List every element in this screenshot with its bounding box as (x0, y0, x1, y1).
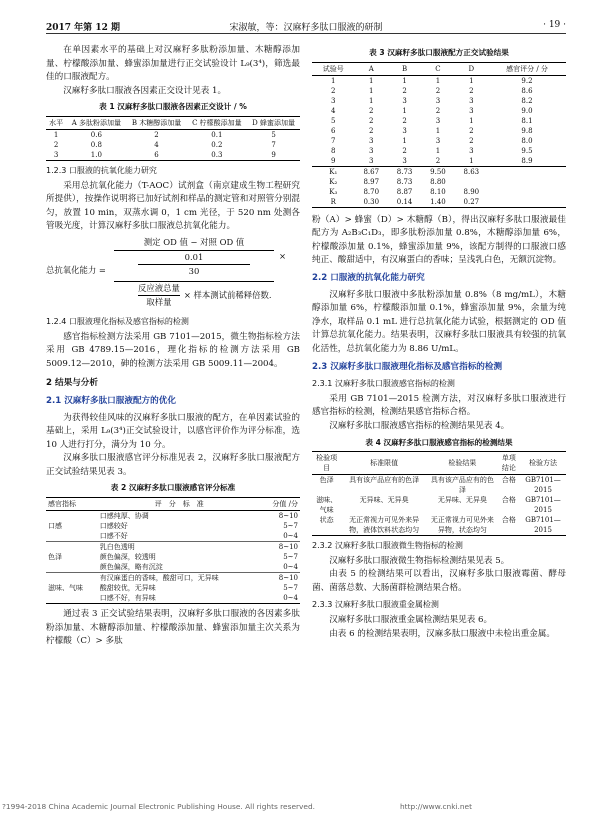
paragraph: 汉麻籽多肽口服液各因素正交设计见表 1。 (63, 85, 227, 96)
table-cell: 8.10 (430, 187, 446, 196)
formula-tail: × 样本测试前稀释倍数. (183, 290, 272, 301)
table-cell: 2 (369, 106, 374, 115)
table-header: D 蜂蜜添加量 (247, 116, 300, 129)
table-cell: 1 (469, 156, 474, 165)
table-cell: 1 (369, 76, 374, 85)
table-cell: GB7101—2015 (525, 476, 561, 495)
table-cell: 8~10 (278, 512, 298, 521)
table-row (46, 573, 300, 584)
table-cell: 1 (435, 126, 441, 135)
table-cell: 无异味、无异臭 (437, 496, 487, 505)
paragraph: 汉麻多肽口服液感官评分标准见表 2，汉麻籽多肽口服液配方正交试验结果见表 3。 (46, 453, 300, 477)
table-row (312, 146, 566, 156)
table-cell: 0.1 (211, 130, 223, 139)
table-cell: 滋味、气味 (316, 496, 338, 515)
table-cell: 滋味、气味 (48, 584, 83, 593)
table-cell: 9.2 (521, 76, 533, 85)
table-cell: 无异味、无异臭 (359, 496, 409, 505)
table-3-caption: 表 3 汉麻籽多肽口服液配方正交试验结果 (369, 48, 509, 57)
table-header: 单项结论 (498, 452, 520, 475)
table-cell: 3 (402, 96, 407, 105)
author-title: 宋淑敏，等：汉麻籽多肽口服液的研制 (229, 23, 383, 33)
table-header: D (455, 62, 488, 75)
paragraph: 汉麻籽多肽口服液中多肽粉添加量 0.8%（8 mg/mL），木糖醇添加量 6%，柠檬酸添加量 0.1%，蜂蜜添加量 9%，余量为纯净水，取样品 0.1 mL 进行总抗氧化能力试验，根据测定的 OD 值计算总抗氧化能力。结果表明，汉麻籽多肽口服液具有较强的抗氧化活性，总抗氧化能力为 8.86 U/mL。 (312, 289, 566, 354)
table-cell: 5 (271, 130, 276, 139)
table-cell: 8~10 (278, 543, 298, 552)
table-2-caption: 表 2 汉麻籽多肽口服液感官评分标准 (110, 483, 236, 493)
table-cell: 颜色偏深，较透明 (99, 553, 156, 562)
table-cell: 5~7 (283, 584, 298, 593)
formula (46, 236, 300, 312)
table-cell: 1 (53, 130, 59, 139)
table-cell: 3 (369, 156, 374, 165)
table-cell: 9.0 (521, 106, 533, 115)
paragraph: 在单因素水平的基础上对汉麻籽多肽粉添加量、木糖醇添加量、柠檬酸添加量、蜂蜜添加量进行正交试验设计 L₉(3⁴)，筛选最佳的口服液配方。 (46, 45, 300, 83)
table-1-caption: 表 1 汉麻籽多肽口服液各因素正交设计 / % (99, 102, 247, 112)
table-cell: GB7101—2015 (525, 496, 561, 515)
running-header (46, 20, 566, 34)
table-cell: 3 (402, 126, 407, 135)
table-header: 试验号 (312, 62, 355, 75)
table-cell: 1 (469, 116, 474, 125)
table-cell: 6 (154, 150, 159, 159)
formula-num2: 0.01 (184, 251, 204, 262)
paragraph: 汉麻籽多肽口服液感官指标的检测结果见表 4。 (329, 420, 510, 431)
table-cell: 3 (53, 150, 59, 159)
table-cell: 2 (402, 86, 407, 95)
table-cell: 5~7 (283, 553, 298, 562)
table-row (46, 150, 300, 161)
table-cell: 8.2 (521, 96, 533, 105)
section-1-2-3: 1.2.3 口服液的抗氧化能力研究 (46, 165, 157, 175)
table-cell: 口感纯厚、协调 (99, 512, 149, 521)
table-cell: 1 (402, 106, 407, 115)
table-cell: 口感不好 (99, 532, 128, 541)
table-cell: 口感较好 (99, 522, 128, 531)
table-cell: 3 (435, 116, 441, 125)
table-cell: 0.27 (463, 197, 480, 206)
table-cell: 4 (154, 140, 159, 149)
table-1 (46, 116, 300, 161)
table-4-caption: 表 4 汉麻籽多肽口服液感官指标的检测结果 (365, 437, 513, 447)
table-cell: 2 (402, 146, 407, 155)
table-cell: 3 (469, 106, 474, 115)
table-row (312, 116, 566, 126)
table-cell: K₂ (329, 177, 338, 186)
table-cell: 2 (369, 126, 374, 135)
table-cell: 色泽 (319, 476, 334, 485)
table-cell (488, 187, 566, 197)
table-row (312, 475, 566, 496)
table-cell: 合格 (501, 476, 516, 485)
table-cell: 2 (469, 136, 474, 145)
table-cell: 酸甜较优，无异味 (99, 584, 156, 593)
paragraph: 采用 GB 7101—2015 检测方法，对汉麻籽多肽口服液进行感官指标的检测，检测结果感官指标合格。 (312, 393, 566, 418)
section-2-3-1: 2.3.1 汉麻籽多肽口服液感官指标的检测 (312, 379, 455, 389)
table-cell: 无正常视力可见外来异物，液体饮料状态均匀 (349, 516, 420, 535)
table-cell: 8.63 (463, 167, 480, 176)
paragraph: 粉（A）> 蜂蜜（D）> 木糖醇（B），得出汉麻籽多肽口服液最佳配方为 A₂B₃C₁D₃，即多肽粉添加量 0.8%，木糖醇添加量 6%，柠檬酸添加量 0.1%，蜂蜜添加量 9%，该配方制得的口服液口感纯正、酸甜适中，有汉麻蛋白的香味；呈浅乳白色，无额沉淀物。 (312, 214, 566, 266)
table-cell: 乳白色透明 (99, 543, 135, 552)
formula-label: 总抗氧化能力 = (46, 264, 106, 275)
table-row (312, 197, 566, 208)
table-cell: R (330, 197, 336, 206)
right-column (312, 44, 566, 641)
table-cell: 0~4 (283, 563, 298, 572)
table-cell: 2 (435, 86, 441, 95)
table-cell: 3 (331, 96, 336, 105)
issue-label: 2017 年第 12 期 (46, 23, 120, 33)
table-cell: 8.67 (363, 167, 380, 176)
formula-fraction (114, 236, 286, 310)
copyright-text: ?1994-2018 China Academic Journal Electronic Publishing House. All rights reserved. (2, 802, 316, 811)
table-cell: 0~4 (283, 594, 298, 603)
table-cell: 0.30 (363, 197, 380, 206)
table-header: 检验方法 (520, 452, 566, 475)
formula-den1: 30 (188, 266, 200, 277)
table-cell: 3 (369, 146, 374, 155)
section-2-heading: 2 结果与分析 (46, 378, 98, 389)
table-row (46, 511, 300, 522)
table-header: A (355, 62, 388, 75)
paragraph: 由表 6 的检测结果表明，汉麻多肽口服液中未检出重金属。 (329, 628, 555, 639)
table-cell: 1 (469, 76, 474, 85)
footer-link[interactable]: http://www.cnki.net (400, 802, 473, 811)
table-header: 评 分 标 准 (98, 498, 261, 511)
table-header: C (421, 62, 454, 75)
table-cell: 2 (331, 86, 336, 95)
page-number: · 19 · (543, 20, 566, 30)
formula-times: × (278, 250, 286, 261)
table-row (312, 187, 566, 197)
table-cell: 8.87 (396, 187, 413, 196)
table-row (46, 140, 300, 150)
table-cell: 8.90 (463, 187, 480, 196)
table-cell: K₁ (329, 167, 338, 176)
formula-den3: 取样量 (146, 297, 172, 308)
table-cell: 0.2 (211, 140, 223, 149)
table-cell: 2 (402, 116, 407, 125)
table-row (312, 495, 566, 515)
table-cell: 0~4 (283, 532, 298, 541)
table-cell: K₃ (329, 187, 338, 196)
paragraph: 汉麻籽多肽口服液重金属检测结果见表 6。 (329, 615, 493, 626)
table-row (312, 166, 566, 177)
table-cell: 无正常视力可见外来异物，状态均匀 (430, 516, 494, 535)
table-cell: 颜色偏深，略有沉淀 (99, 563, 163, 572)
section-2-1-heading: 2.1 汉麻籽多肽口服液配方的优化 (46, 395, 176, 406)
table-row (312, 126, 566, 136)
table-cell: 1 (369, 86, 374, 95)
table-cell: 4 (331, 106, 336, 115)
paragraph: 感官指标检测方法采用 GB 7101—2015，微生物指标检方法采用 GB 4789.15—2016，理化指标的检测方法采用 GB 5009.12—2010，砷的检测方法采用 GB 5009.11—2004。 (46, 331, 300, 369)
table-header: C 柠檬酸添加量 (187, 116, 247, 129)
table-cell: 9 (271, 150, 276, 159)
table-cell: 2 (435, 156, 441, 165)
table-cell: 2 (469, 126, 474, 135)
table-cell: 9.50 (430, 167, 446, 176)
table-cell: 8.80 (430, 177, 446, 186)
table-cell: 1 (435, 146, 441, 155)
table-cell (488, 197, 566, 208)
table-cell: 合格 (501, 496, 516, 505)
table-cell: 5 (331, 116, 336, 125)
section-1-2-4: 1.2.4 口服液理化指标及感官指标的检测 (46, 316, 189, 326)
table-header: 水平 (46, 116, 66, 129)
table-cell (488, 177, 566, 187)
table-header: 感官指标 (46, 498, 98, 511)
table-cell: 8.1 (521, 116, 533, 125)
table-row (312, 75, 566, 86)
table-cell: 8.0 (521, 136, 533, 145)
table-cell: 9.5 (521, 146, 533, 155)
table-cell (488, 166, 566, 177)
table-cell: 3 (369, 136, 374, 145)
table-cell: 1.40 (430, 197, 446, 206)
table-cell: 3 (469, 146, 474, 155)
table-cell (455, 177, 488, 187)
table-cell: 3 (469, 96, 474, 105)
table-cell: 9.8 (521, 126, 533, 135)
table-cell: 2 (154, 130, 159, 139)
table-header: B (388, 62, 421, 75)
table-row (312, 86, 566, 96)
table-cell: 5~7 (283, 522, 298, 531)
table-cell: 6 (331, 126, 336, 135)
table-3 (312, 62, 566, 208)
paragraph: 为获得较佳风味的汉麻籽多肽口服液的配方，在单因素试验的基础上，采用 L₉(3⁴)正交试验设计，以感官评价作为评分标准，选 10 人进行打分，满分为 10 分。 (46, 412, 300, 450)
table-row (312, 136, 566, 146)
table-cell: 2 (53, 140, 59, 149)
table-cell: 3 (435, 136, 441, 145)
table-cell: 1 (369, 96, 374, 105)
paragraph: 采用总抗氧化能力（T-AOC）试剂盒（南京建成生物工程研究所提供），按操作说明将已加好试剂和样品的测定管和对照管分别混匀，放置 10 min，双蒸水调 0，1 cm 光径，于 520 nm 处测各管吸光度，计算汉麻籽多肽口服液总抗氧化能力。 (46, 180, 300, 232)
table-cell: 3 (435, 96, 441, 105)
table-row (312, 156, 566, 167)
table-row (312, 96, 566, 106)
table-cell: 7 (271, 140, 276, 149)
paragraph: 汉麻籽多肽口服液微生物指标检测结果见表 5。 (329, 555, 510, 566)
table-cell: 1 (435, 76, 441, 85)
section-2-3-heading: 2.3 汉麻籽多肽口服液理化指标及感官指标的检测 (312, 361, 503, 372)
table-cell: 2 (369, 116, 374, 125)
section-2-2-heading: 2.2 口服液的抗氧化能力研究 (312, 272, 425, 283)
table-cell: 8 (331, 146, 336, 155)
table-header: 标准限值 (341, 452, 427, 475)
table-cell: 具有该产品应有的色泽 (430, 476, 494, 495)
table-2 (46, 497, 300, 604)
table-cell: 8.6 (521, 86, 533, 95)
table-cell: 3 (402, 156, 407, 165)
table-cell: GB7101—2015 (525, 516, 561, 535)
table-cell: 1 (331, 76, 336, 85)
table-4 (312, 451, 566, 536)
table-header: A 多肽粉添加量 (66, 116, 126, 129)
table-cell: 口感不好，有异味 (99, 594, 156, 603)
table-cell: 有汉麻蛋白的香味，酸甜可口，无异味 (99, 574, 219, 583)
formula-den2: 反应液总量 (138, 282, 180, 293)
table-row (312, 177, 566, 187)
left-column (46, 44, 300, 649)
paragraph: 由表 5 的检测结果可以看出，汉麻籽多肽口服液霉菌、酵母菌、菌落总数、大肠菌群检测结果合格。 (312, 569, 566, 593)
section-2-3-2: 2.3.2 汉麻籽多肽口服液微生物指标的检测 (312, 541, 463, 551)
table-cell: 8.73 (396, 177, 413, 186)
table-cell: 0.6 (90, 130, 102, 139)
table-cell: 1 (402, 76, 407, 85)
table-cell: 色泽 (46, 542, 98, 573)
paragraph: 通过表 3 正交试验结果表明，汉麻籽多肽口服液的各因素多肽粉添加量、木糖醇添加量、柠檬酸添加量、蜂蜜添加量主次关系为柠檬酸（C）> 多肽 (46, 609, 300, 647)
table-cell: 1.0 (90, 150, 102, 159)
table-cell: 7 (331, 136, 336, 145)
table-cell: 8.9 (521, 156, 533, 165)
table-header: 感官评分 / 分 (488, 62, 566, 75)
table-cell: 合格 (501, 516, 516, 525)
table-header: B 木糖醇添加量 (126, 116, 186, 129)
table-cell: 8.97 (363, 177, 380, 186)
table-cell: 2 (435, 106, 441, 115)
table-header: 分值 /分 (261, 498, 300, 511)
table-cell: 8.73 (396, 167, 413, 176)
table-row (46, 542, 300, 553)
table-cell: 1 (402, 136, 407, 145)
table-header: 检验项目 (312, 452, 341, 475)
table-row (312, 106, 566, 116)
section-2-3-3: 2.3.3 汉麻籽多肽口服液重金属检测 (312, 600, 439, 610)
table-cell: 8.70 (363, 187, 380, 196)
table-row (312, 515, 566, 536)
table-cell: 口感 (46, 511, 98, 542)
table-header: 检验结果 (427, 452, 498, 475)
table-cell: 2 (469, 86, 474, 95)
formula-num1: 测定 OD 值 − 对照 OD 值 (143, 236, 245, 247)
table-cell: 具有该产品应有的色泽 (349, 476, 420, 485)
table-row (46, 129, 300, 140)
table-cell: 0.3 (211, 150, 223, 159)
table-cell: 状态 (319, 516, 334, 525)
table-cell: 0.14 (396, 197, 413, 206)
table-cell: 0.8 (90, 140, 102, 149)
table-cell: 9 (331, 156, 336, 165)
table-cell: 8~10 (278, 574, 298, 583)
